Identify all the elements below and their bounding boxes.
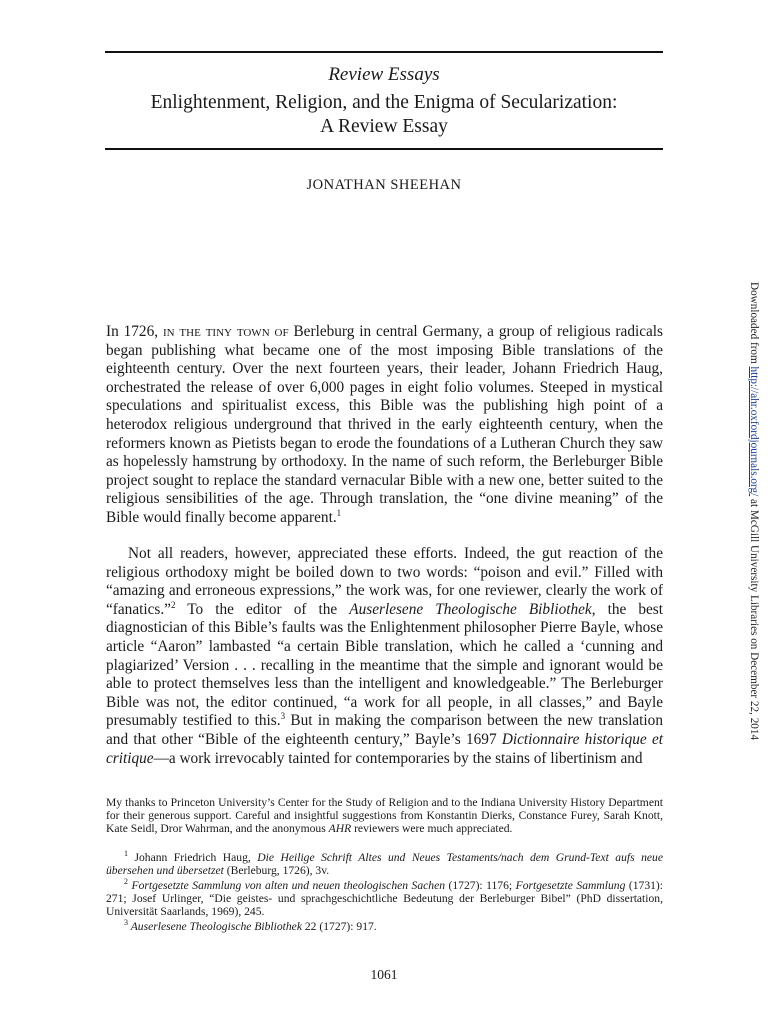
p1-smallcaps: in the tiny town of	[162, 323, 289, 340]
footnote-2-number: 2	[124, 877, 128, 887]
footnote-3	[106, 920, 663, 933]
article-title-line-1: Enlightenment, Religion, and the Enigma of Secularization:	[150, 92, 618, 113]
footnote-ref-3[interactable]: 3	[280, 711, 286, 722]
footnote-2-text-a: (1727): 1176;	[445, 879, 516, 892]
footnote-1	[106, 851, 663, 877]
page-number: 1061	[370, 967, 398, 982]
author-name: JONATHAN SHEEHAN	[306, 177, 462, 193]
footnote-3-italic: Auserlesene Theologische Bibliothek	[128, 920, 302, 933]
article-title-line-2: A Review Essay	[320, 116, 448, 137]
ack-text-b: reviewers were much appreciated.	[351, 822, 513, 836]
footnote-2-italic-2: Fortgesetzte Sammlung	[515, 879, 626, 892]
footnote-ref-2[interactable]: 2	[170, 599, 176, 610]
footnote-2	[106, 879, 663, 919]
footnote-3-text: 22 (1727): 917.	[301, 920, 377, 933]
download-note	[748, 282, 760, 740]
section-label: Review Essays	[328, 64, 440, 85]
p2-italic-2: Dictionnaire historique et critique	[106, 730, 663, 767]
download-note-prefix: Downloaded from	[748, 282, 760, 367]
p2-italic-1: Auserlesene Theologische Bibliothek	[349, 600, 592, 618]
top-rule	[105, 51, 663, 53]
footnote-1-italic: Die Heilige Schrift Altes und Neues Testaments/nach dem Grund-Text aufs neue übersehen und übersetzet	[106, 851, 663, 878]
bottom-rule	[105, 148, 663, 150]
footnote-1-text-b: (Berleburg, 1726), 3v.	[223, 864, 330, 878]
footnote-1-number: 1	[124, 849, 128, 859]
p2-text-e: —a work irrevocably tainted for contemporaries by the stains of libertinism and	[153, 749, 643, 767]
footnote-1-text-a: Johann Friedrich Haug,	[128, 851, 258, 864]
download-link[interactable]: http://ahr.oxfordjournals.org/	[748, 366, 760, 497]
acknowledgment-note	[106, 796, 663, 836]
p2-text-b: To the editor of the	[175, 600, 350, 618]
p1-opening: In 1726,	[106, 323, 163, 340]
footnote-3-number: 3	[124, 918, 128, 928]
p2-text-d: But in making the comparison between the new translation and that other “Bible of the eighteenth century,” Bayle’s 1697	[106, 712, 663, 748]
footnote-ref-1[interactable]: 1	[336, 507, 342, 518]
p2-text-a: Not all readers, however, appreciated these efforts. Indeed, the gut reaction of the religious orthodoxy might be boiled down to two words: “poison and evil.” Filled with “amazing and erroneous expressions,” the work was, for one reviewer, clearly the work of “fanatics.”	[106, 545, 663, 618]
body-paragraph-1	[106, 323, 663, 528]
p1-text: Berleburg in central Germany, a group of religious radicals began publishing what became one of the most imposing Bible translations of the eighteenth century. Over the next fourteen years, their leader, Johann Friedrich Haug, orchestrated the release of over 6,000 pages in eight folio volumes. Steeped in mystical speculations and spiritualist excess, this Bible was the publishing high point of a heterodox religious underground that thrived in the early eighteenth century, when the reformers known as Pietists began to erode the foundations of a Lutheran Church they saw as hopelessly hamstrung by orthodoxy. In the name of such reform, the Berleburger Bible project sought to replace the standard vernacular Bible with a new one, better suited to the religious sensibilities of the age. Through translation, the “one divine meaning” of the Bible would finally become apparent.	[106, 323, 663, 526]
ack-italic: AHR	[328, 822, 352, 836]
ack-text-a: My thanks to Princeton University’s Center for the Study of Religion and to the Indiana University History Department for their generous support. Careful and insightful suggestions from Konstantin Dierks, Constance Furey, Sarah Knott, Kate Seidl, Dror Wahrman, and the anonymous	[106, 796, 663, 836]
download-note-suffix: at McGill University Libraries on December 22, 2014	[748, 496, 760, 741]
p2-text-c: , the best diagnostician of this Bible’s faults was the Enlightenment philosopher Pierre Bayle, whose article “Aaron” lambasted “a certain Bible translation, which he called a ‘cunning and plagiarized’ Version . . . recalling in the meantime that the simple and ignorant would be able to protect themselves less than the intelligent and knowledgeable.” The Berleburger Bible was not, the editor continued, “a work for all people, in all classes,” and Bayle presumably testified to this.	[106, 600, 663, 730]
footnote-2-text-b: (1731): 271; Josef Urlinger, “Die geistes- und sprachgeschichtliche Bedeutung der Berleburger Bibel” (PhD dissertation, Universität Saarlands, 1969), 245.	[106, 879, 663, 919]
footnote-2-italic-1: Fortgesetzte Sammlung von alten und neuen theologischen Sachen	[128, 879, 446, 892]
body-paragraph-2	[106, 545, 663, 768]
